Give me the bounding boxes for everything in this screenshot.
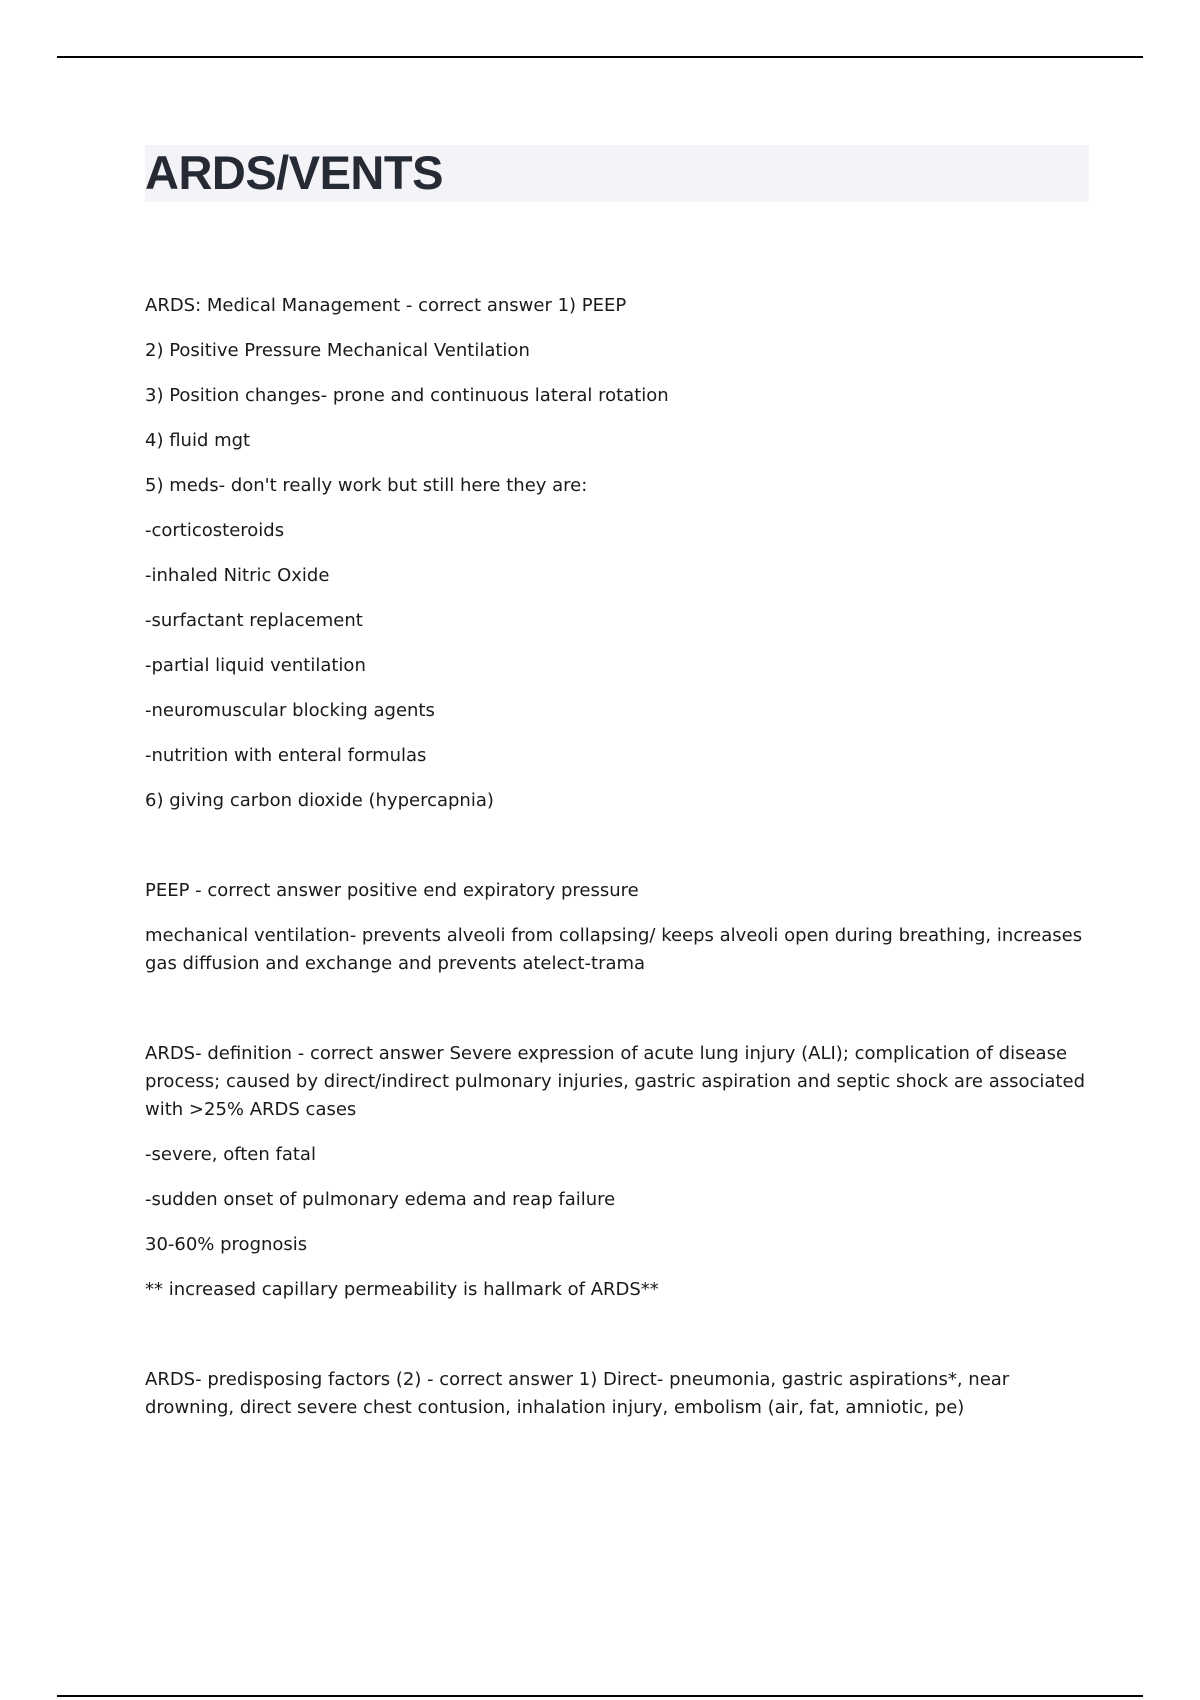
page-title: ARDS/VENTS (145, 146, 443, 199)
entry-line: 2) Positive Pressure Mechanical Ventilation (145, 340, 530, 361)
qa-entry-ards-definition (145, 1040, 1085, 1304)
entry-line: PEEP - correct answer positive end expiratory pressure (145, 880, 639, 901)
entry-line: -inhaled Nitric Oxide (145, 565, 330, 586)
qa-entry-medical-management (145, 292, 1085, 815)
top-rule (57, 56, 1143, 58)
document-body (145, 292, 1085, 1422)
entry-line: 30-60% prognosis (145, 1234, 308, 1255)
entry-line: -partial liquid ventilation (145, 655, 366, 676)
entry-line: ARDS: Medical Management - correct answer 1) PEEP (145, 295, 627, 316)
entry-line: -surfactant replacement (145, 610, 363, 631)
entry-line: -corticosteroids (145, 520, 285, 541)
entry-line: 4) fluid mgt (145, 430, 251, 451)
entry-line: -neuromuscular blocking agents (145, 700, 435, 721)
entry-line: 3) Position changes- prone and continuous lateral rotation (145, 385, 669, 406)
entry-line: -nutrition with enteral formulas (145, 745, 427, 766)
entry-line: mechanical ventilation- prevents alveoli from collapsing/ keeps alveoli open during breathing, increases gas diffusion and exchange and prevents atelect-trama (145, 925, 1083, 974)
entry-line: ** increased capillary permeability is hallmark of ARDS** (145, 1279, 659, 1300)
qa-entry-predisposing-factors (145, 1366, 1085, 1422)
bottom-rule (57, 1695, 1143, 1697)
entry-line: 6) giving carbon dioxide (hypercapnia) (145, 790, 494, 811)
entry-line: -sudden onset of pulmonary edema and reap failure (145, 1189, 616, 1210)
entry-line: ARDS- definition - correct answer Severe expression of acute lung injury (ALI); complication of disease process; caused by direct/indirect pulmonary injuries, gastric aspiration and septic shock are associated with >25% ARDS cases (145, 1043, 1085, 1120)
qa-entry-peep (145, 877, 1085, 978)
entry-line: 5) meds- don't really work but still here they are: (145, 475, 588, 496)
entry-line: -severe, often fatal (145, 1144, 316, 1165)
entry-line: ARDS- predisposing factors (2) - correct answer 1) Direct- pneumonia, gastric aspirations*, near drowning, direct severe chest contusion, inhalation injury, embolism (air, fat, amniotic, pe) (145, 1369, 1010, 1418)
